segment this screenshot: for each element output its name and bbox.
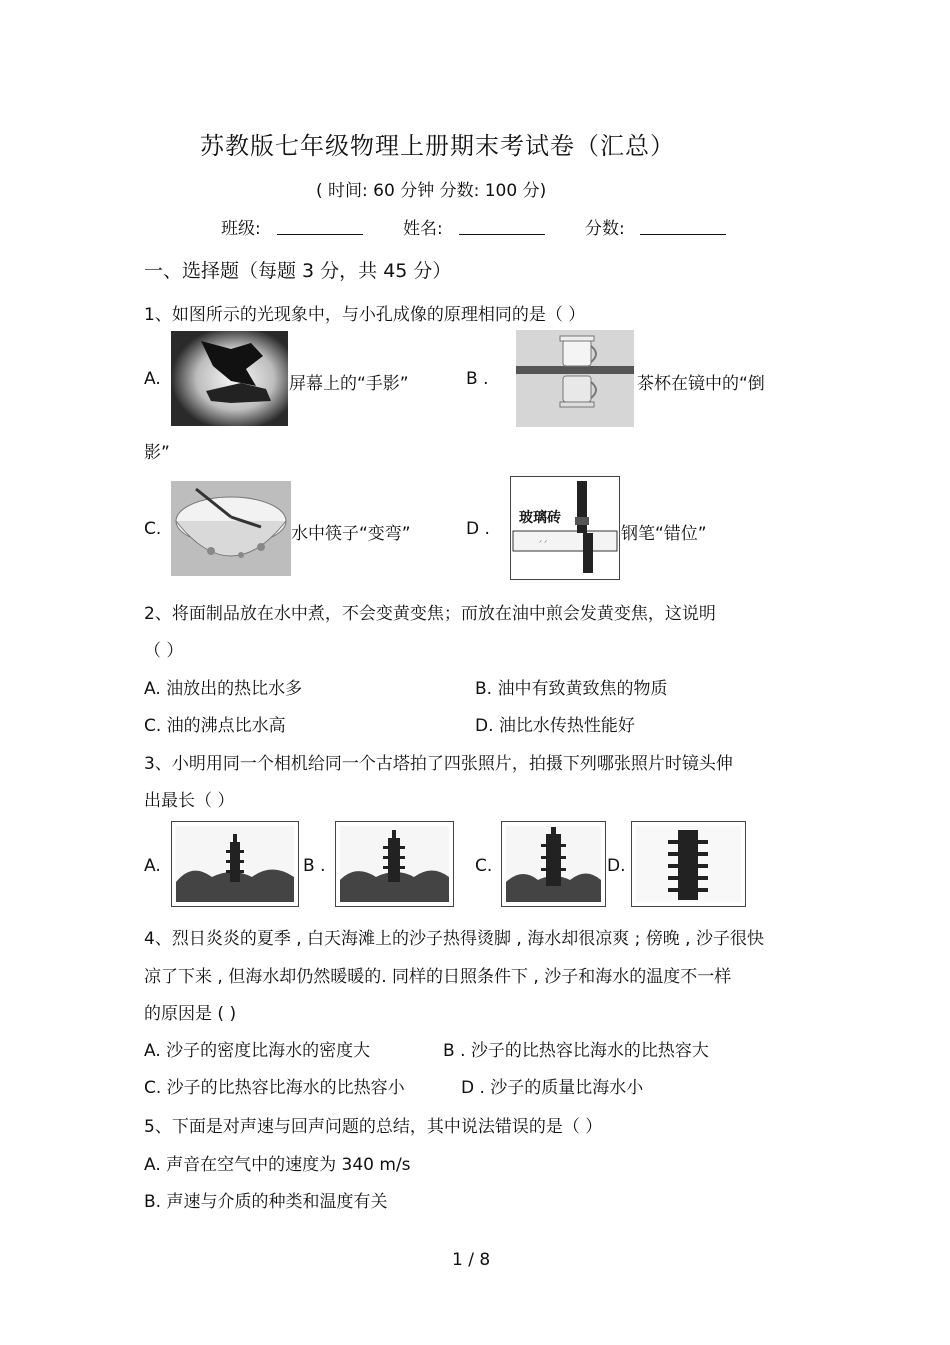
name-blank[interactable] [459,216,545,235]
class-blank[interactable] [277,216,363,235]
pen-glass-brick-image [510,476,620,580]
q1-option-d-text: 钢笔“错位” [621,524,707,544]
question-3-stem: 3、小明用同一个相机给同一个古塔拍了四张照片，拍摄下列哪张照片时镜头伸 [144,754,733,774]
exam-time-info: ( 时间: 60 分钟 分数: 100 分) [316,181,547,201]
q1-option-c-letter: C. [144,519,162,539]
q2-option-b: B. 油中有致黄致焦的物质 [475,679,668,699]
q3-option-c-letter: C. [475,856,493,876]
q4-option-d: D . 沙子的质量比海水小 [461,1078,644,1098]
question-4-line-3: 的原因是 ( ) [144,1004,237,1024]
hand-shadow-image [171,331,288,426]
q1-option-d-letter: D . [466,519,490,539]
teacup-mirror-image [516,330,634,427]
question-3-stem-continued: 出最长（ ） [144,791,235,811]
page-title: 苏教版七年级物理上册期末考试卷（汇总） [200,132,675,160]
question-4-line-2: 凉了下来 , 但海水却仍然暖暖的. 同样的日照条件下 , 沙子和海水的温度不一样 [144,967,732,987]
q4-option-c: C. 沙子的比热容比海水的比热容小 [144,1078,405,1098]
pagoda-photo-c [501,821,606,907]
question-5-stem: 5、下面是对声速与回声问题的总结，其中说法错误的是（ ） [144,1117,603,1137]
name-label: 姓名: [403,219,443,239]
pagoda-photo-b [335,821,454,907]
q1-option-b-text-continued: 影” [144,443,170,463]
score-label: 分数: [585,219,625,239]
q1-option-a-text: 屏幕上的“手影” [289,374,409,394]
chopsticks-bowl-image [171,481,291,576]
glass-brick-label: 玻璃砖 [519,510,561,526]
question-4-line-1: 4、烈日炎炎的夏季 , 白天海滩上的沙子热得烫脚 , 海水却很凉爽 ; 傍晚 , 沙子很快 [144,929,764,949]
q1-option-c-text: 水中筷子“变弯” [291,524,411,544]
q3-option-a-letter: A. [144,856,161,876]
q4-option-b: B . 沙子的比热容比海水的比热容大 [443,1041,709,1061]
class-label: 班级: [221,219,261,239]
q2-option-c: C. 油的沸点比水高 [144,716,286,736]
svg-text:ᐟ ᐟ: ᐟ ᐟ [539,539,548,547]
q2-option-d: D. 油比水传热性能好 [475,716,635,736]
q4-option-a: A. 沙子的密度比海水的密度大 [144,1041,371,1061]
q3-option-b-letter: B . [303,856,326,876]
question-2-stem: 2、将面制品放在水中煮，不会变黄变焦；而放在油中煎会发黄变焦，这说明 [144,604,716,624]
question-1-stem: 1、如图所示的光现象中，与小孔成像的原理相同的是（ ） [144,305,586,325]
q1-option-a-letter: A. [144,369,161,389]
q3-option-d-letter: D. [607,856,626,876]
page-number: 1 / 8 [452,1250,491,1270]
q5-option-b: B. 声速与介质的种类和温度有关 [144,1192,388,1212]
score-blank[interactable] [640,216,726,235]
pagoda-photo-d [631,821,746,907]
q1-option-b-text: 茶杯在镜中的“倒 [637,374,765,394]
q1-option-b-letter: B . [466,369,489,389]
section-heading: 一、选择题（每题 3 分，共 45 分） [144,260,452,282]
q2-option-a: A. 油放出的热比水多 [144,679,303,699]
question-2-stem-continued: （ ） [144,641,184,661]
q5-option-a: A. 声音在空气中的速度为 340 m/s [144,1155,411,1175]
pagoda-photo-a [171,821,299,907]
